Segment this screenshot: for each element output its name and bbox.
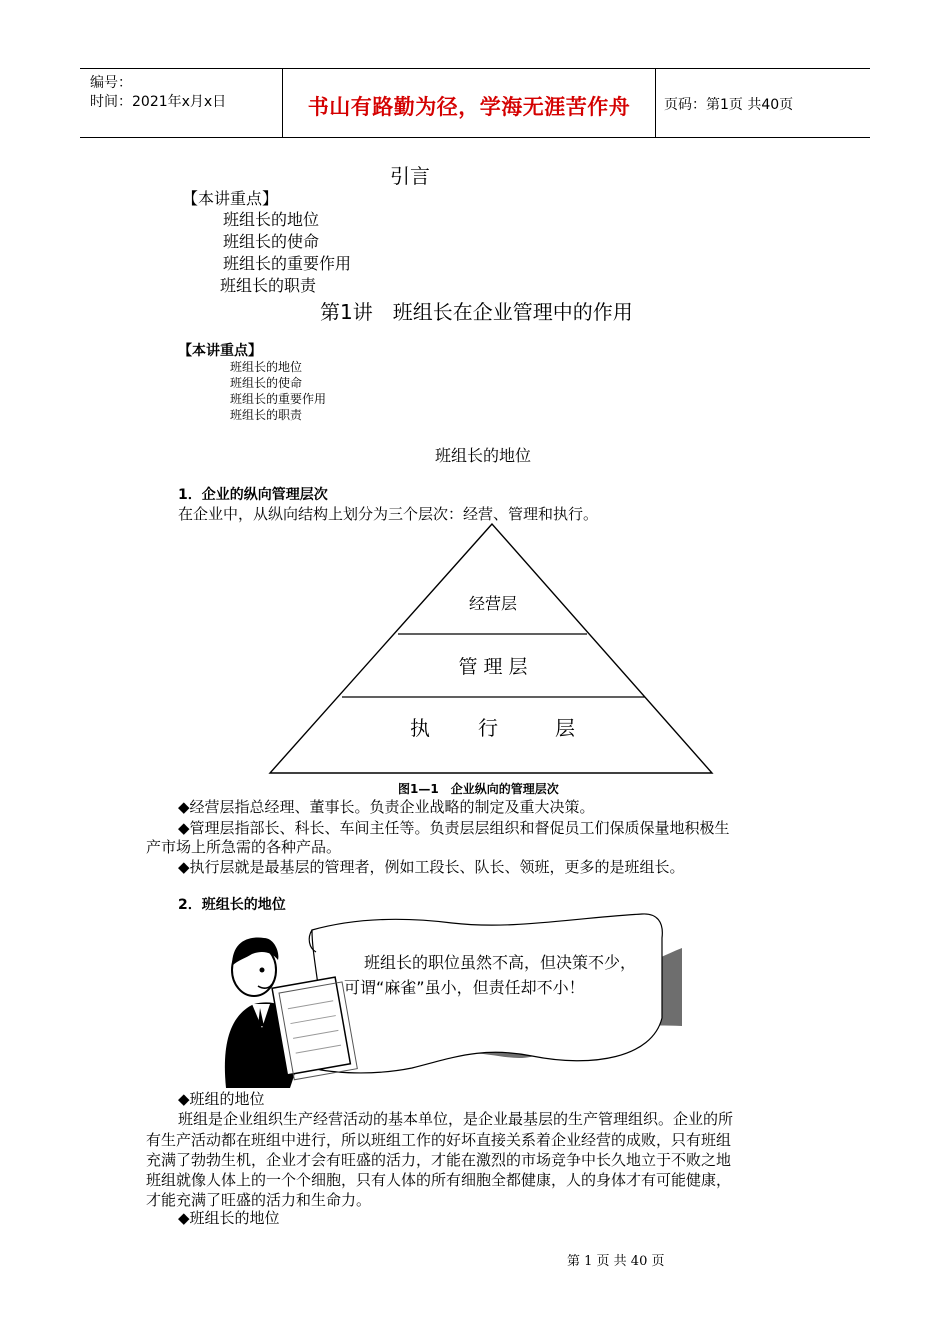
- lecture-key-points-label: 【本讲重点】: [178, 343, 262, 359]
- header-cell-meta: [80, 69, 283, 137]
- sub1-heading: 1．企业的纵向管理层次: [178, 487, 328, 503]
- pyramid-diagram: [260, 520, 720, 778]
- banner-line-2: 可谓“麻雀”虽小，但责任却不小！: [344, 978, 585, 997]
- section-title: 班组长的地位: [435, 446, 532, 465]
- bullet-line: ◆管理层指部长、科长、车间主任等。负责层层组织和督促员工们保质保量地积极生: [178, 819, 730, 837]
- pyramid-label-middle: 管 理 层: [458, 656, 528, 678]
- paragraph-line: 充满了勃勃生机，企业才会有旺盛的活力，才能在激烈的市场竞争中长久地立于不败之地: [146, 1151, 732, 1169]
- intro-point: 班组长的使命: [223, 232, 320, 251]
- paragraph-line: 才能充满了旺盛的活力和生命力。: [146, 1191, 372, 1209]
- banner-line-1: 班组长的职位虽然不高，但决策不少，: [364, 953, 637, 972]
- figure-caption: 图1—1 企业纵向的管理层次: [398, 782, 559, 796]
- page-info: 页码：第1页 共40页: [664, 97, 794, 113]
- intro-point: 班组长的重要作用: [223, 254, 352, 273]
- footer-page-number: 第 1 页 共 40 页: [567, 1254, 665, 1269]
- pyramid-label-top: 经营层: [468, 594, 518, 613]
- bullet-leader-position: ◆班组长的地位: [178, 1209, 280, 1227]
- bullet-line: ◆执行层就是最基层的管理者，例如工段长、队长、领班，更多的是班组长。: [178, 858, 685, 876]
- date-line: 时间：2021年x月x日: [90, 94, 227, 110]
- intro-key-points-label: 【本讲重点】: [182, 189, 279, 208]
- lecture-point: 班组长的职责: [230, 408, 303, 422]
- pyramid-label-bottom-1: 执: [410, 716, 430, 740]
- intro-point: 班组长的职责: [220, 276, 317, 295]
- lecture-point: 班组长的重要作用: [230, 392, 327, 406]
- pyramid-label-bottom-3: 层: [555, 716, 575, 740]
- header-cell-motto: [283, 69, 656, 137]
- intro-point: 班组长的地位: [223, 210, 320, 229]
- intro-title: 引言: [390, 164, 430, 188]
- lecture-title: 第1讲 班组长在企业管理中的作用: [320, 300, 633, 324]
- bullet-line: 产市场上所急需的各种产品。: [146, 838, 342, 856]
- pyramid-label-bottom-2: 行: [478, 716, 498, 740]
- bullet-team-position: ◆班组的地位: [178, 1090, 265, 1108]
- lecture-point: 班组长的地位: [230, 360, 303, 374]
- paragraph-line: 班组是企业组织生产经营活动的基本单位，是企业最基层的生产管理组织。企业的所: [178, 1110, 734, 1128]
- paragraph-line: 班组就像人体上的一个个细胞，只有人体的所有细胞全都健康，人的身体才有可能健康，: [146, 1171, 732, 1189]
- motto: 书山有路勤为径，学海无涯苦作舟: [307, 95, 631, 119]
- number-label: 编号：: [90, 75, 132, 91]
- header-cell-page: [656, 69, 870, 137]
- sub2-heading: 2．班组长的地位: [178, 897, 286, 913]
- bullet-line: ◆经营层指总经理、董事长。负责企业战略的制定及重大决策。: [178, 798, 595, 816]
- sub1-text: 在企业中，从纵向结构上划分为三个层次：经营、管理和执行。: [178, 505, 599, 523]
- speech-banner-illustration: [212, 908, 692, 1088]
- paragraph-line: 有生产活动都在班组中进行，所以班组工作的好坏直接关系着企业经营的成败，只有班组: [146, 1131, 732, 1149]
- lecture-point: 班组长的使命: [230, 376, 303, 390]
- header-table: [80, 68, 870, 138]
